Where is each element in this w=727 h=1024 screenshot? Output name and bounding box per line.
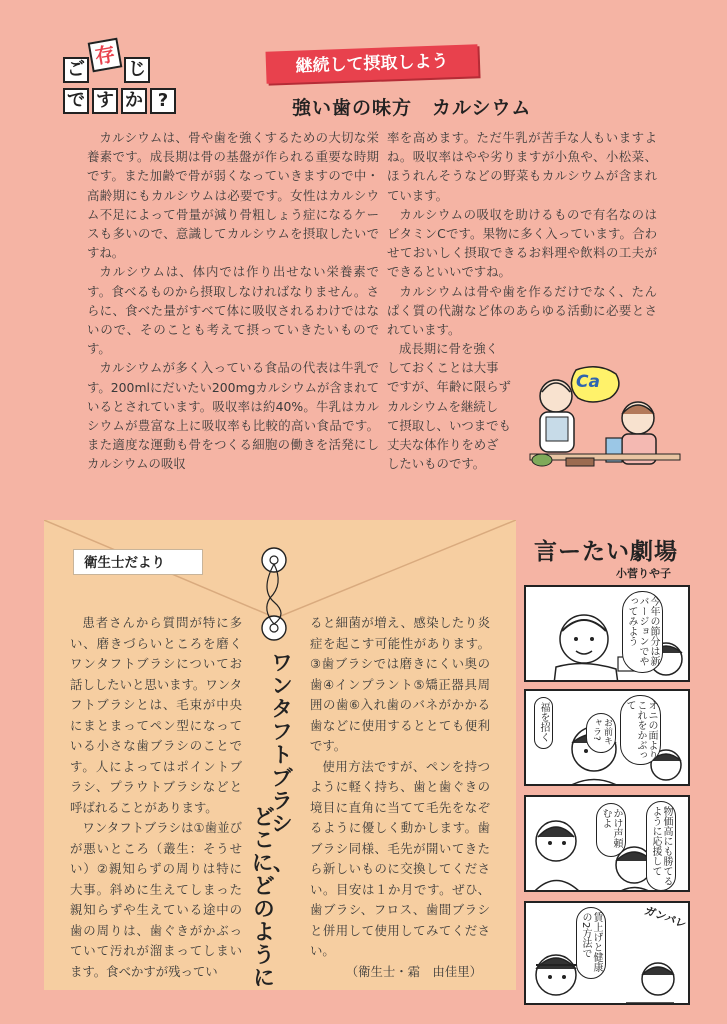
logo-tile-go: ご [63,57,89,83]
panel4-cheer-text: ガンバレ [642,903,688,931]
comic-panel-1 [524,585,690,682]
hygienist-paragraph: ると細菌が増え、感染したり炎症を起こす可能性があります。③歯ブラシでは磨きにくい奥の歯④インプラント⑤矯正器具周囲の歯⑥入れ歯のバネがかかる歯などに使用するととても便利です。 [310,615,490,753]
calcium-family-illustration [520,362,690,477]
panel1-drawing [526,587,690,682]
calcium-paragraph: カルシウムは、体内では作り出せない栄養素です。食べるものから摂取しなければなりません。さらに、食べた量がすべて体に吸収されるわけではないので、そのことも考えて摂っていきたいものです。 [87,264,379,357]
comic-author: 小菅りや子 [616,567,671,580]
envelope-string-fastener [254,540,294,650]
calcium-paragraph: カルシウムが多く入っている食品の代表は牛乳です。200mlにだいたい200mgカルシウムが含まれているとされています。吸収率は約40%。牛乳はカルシウムが豊富な上に吸収率も比較的高い食品です。また適度な運動も骨をつくる細胞の働きを活発にしカルシウムの吸収 [87,360,379,472]
calcium-paragraph: 率を高めます。ただ牛乳が苦手な人もいますよね。吸収率はやや劣りますが小魚や、小松菜、ほうれんそうなどの野菜もカルシウムが含まれています。 [387,130,657,203]
hygienist-paragraph: ワンタフトブラシは①歯並びが悪いところ（叢生：そうせい）②親知らずの周りは特に大事。斜めに生えてしまった親知らずや生えている途中の歯の周りは、歯ぐきがかぶっていて汚れが溜まってしまいます。食べかすが残ってい [70,820,242,979]
panel3-speech-bubble-a: かけ声頼むよ [596,803,626,857]
calcium-right-column [387,128,657,339]
calcium-paragraph: カルシウムは、骨や歯を強くするための大切な栄養素です。成長期は骨の基盤が作られる重要な時期です。また加齢で骨が弱くなっていきますので中・高齢期にもカルシウムは必要です。女性はカルシウム不足によって骨量が減り骨粗しょう症になるケースも多いので、意識してカルシウムを摂取したいですね。 [87,130,379,261]
article-headline: 強い歯の味方 カルシウム [292,97,532,119]
logo-tile-de: で [63,88,89,114]
comic-panel-3 [524,795,690,892]
panel4-speech-bubble-a: 賃上げと健康の2方法で [576,907,606,979]
closing-line: て摂取し、いつまでも [387,417,511,433]
closing-line: しておくことは大事 [387,360,499,376]
hygienist-tag: 衛生士だより [73,549,203,575]
hygienist-title-line1: ワンタフトブラシ [271,651,293,836]
logo-tile-su: す [92,88,118,114]
closing-line: カルシウムを継続し [387,398,499,414]
comic-panel-4 [524,901,690,1005]
closing-line: ですが、年齢に限らず [387,379,511,395]
logo-tile-son: 存 [88,38,123,73]
calcium-closing-column [387,339,527,473]
closing-line: 成長期に骨を強く [399,341,499,356]
calcium-paragraph: カルシウムは骨や歯を作るだけでなく、たんぱく質の代謝など体のあらゆる活動に必要とされています。 [387,283,657,338]
calcium-ca-label: Ca [576,372,600,392]
comic-title: 言ーたい劇場 [534,539,678,565]
hygienist-paragraph: 患者さんから質問が特に多い、磨きづらいところを磨くワンタフトブラシについてお話ししたいと思います。ワンタフトブラシとは、毛束が中央にまとまってペン型になっている小さな歯ブラシのことです。人によってはポイントブラシ、プラウトブラシなどと呼ばれることがあります。 [70,615,242,815]
panel2-speech-bubble-b: オニの面よりこれをかぶって [620,695,661,765]
hygienist-signature: （衛生士・霜 由佳里） [345,963,482,979]
hygienist-left-column [70,613,242,982]
comic-panel-2 [524,689,690,786]
logo-tile-question: ? [150,88,176,114]
panel3-speech-bubble-b: 物価高にも勝てるように応援して [646,801,676,891]
panel2-speech-bubble-a: 福を招く [534,697,553,749]
calcium-paragraph: カルシウムの吸収を助けるもので有名なのはビタミンCです。果物に多く入っています。合わせておいしく摂取できるお料理や飲料の工夫ができるといいですね。 [387,206,657,280]
logo-tile-ka: か [121,88,147,114]
closing-line: したいものです。 [387,456,486,472]
hygienist-paragraph: 使用方法ですが、ペンを持つように軽く持ち、歯と歯ぐきの境目に直角に当てて毛先をなぞるように優しく動かします。歯ブラシ同様、毛先が開いてきたら新しいものに交換してください。目安は１か月です。ぜひ、歯ブラシ、フロス、歯間ブラシと併用して使用してみてください。 [310,758,490,958]
banner-keep-taking: 継続して摂取しよう [266,44,479,83]
closing-line: 丈夫な体作りをめざ [387,437,499,453]
logo-tile-ji: じ [124,57,150,83]
panel1-speech-bubble: 今年の節分は新バージョンでやってみよう [622,591,663,673]
panel2-speech-bubble-c: お前キャラ? [586,713,616,753]
hygienist-right-column [310,613,490,982]
calcium-left-column [87,128,379,474]
hygienist-title-line2: どこに、どのように [252,805,294,990]
